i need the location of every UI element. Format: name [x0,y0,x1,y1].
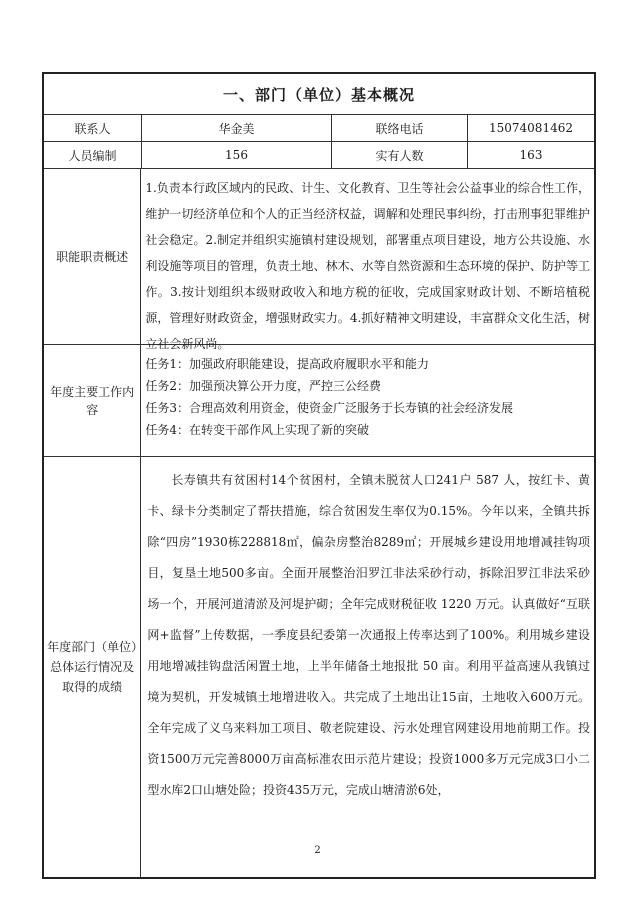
performance-label: 年度部门（单位）总体运行情况及取得的成绩 [44,457,141,877]
duties-text: 1.负责本行政区域内的民政、计生、文化教育、卫生等社会公益事业的综合性工作，维护一切经济单位和个人的正当经济权益，调解和处理民事纠纷，打击刑事犯罪维护社会稳定。2.制定并组织实施镇村建设规划，部署重点项目建设，地方公共设施、水利设施等项目的管理，负责土地、林木、水等自然资源和生态环境的保护、防护等工作。3.按计划组织本级财政收入和地方税的征收，完成国家财政计划、不断培植税源，管理好财政资金，增强财政实力。4.抓好精神文明建设，丰富群众文化生活，树立社会新风尚。 [145,181,590,351]
section-title: 一、部门（单位）基本概况 [222,85,415,104]
overview-table [42,72,596,879]
tasks-list [141,345,594,456]
tasks-row [44,345,594,457]
staff-count: 156 [142,142,332,168]
list-item: 任务1：加强政府职能建设，提高政府履职水平和能力 [145,357,429,371]
actual-label: 实有人数 [332,142,468,168]
actual-count: 163 [519,148,543,162]
list-item: 任务4：在转变干部作风上实现了新的突破 [145,423,369,437]
staff-row [44,142,594,169]
performance-text [141,457,594,877]
title-row [44,74,594,115]
contact-row [44,115,594,142]
staff-label: 人员编制 [44,142,142,168]
list-item: 任务3：合理高效利用资金，使资金广泛服务于长寿镇的社会经济发展 [145,401,513,415]
list-item: 任务2：加强预决算公开力度，严控三公经费 [145,379,381,393]
duties-label: 职能职责概述 [44,169,141,344]
performance-paragraph: 长寿镇共有贫困村14个贫困村，全镇未脱贫人口241户 587 人，按红卡、黄卡、绿卡分类制定了帮扶措施，综合贫困发生率仅为0.15%。今年以来，全镇共拆除“四房”1930栋228818㎡，偏杂房整治8289㎡；开展城乡建设用地增减挂钩项目，复垦土地500多亩。全面开展整治汨罗江非法采砂行动，拆除汨罗江非法采砂场一个，开展河道清淤及河堤护砌；全年完成财税征收 1220 万元。认真做好“互联网+监督”上传数据，一季度县纪委第一次通报上传率达到了100%。利用城乡建设用地增减挂钩盘活闲置土地，上半年储备土地报批 50 亩。利用平益高速从我镇过境为契机，开发城镇土地增进收入。共完成了土地出让15亩，土地收入600万元。全年完成了义乌来料加工项目、敬老院建设、污水处理官网建设用地前期工作。投资1500万元完善8000万亩高标准农田示范片建设；投资1000多万元完成3口小二型水库2口山塘处险；投资435万元，完成山塘清淤6处， [147,473,590,797]
performance-row [44,457,594,877]
phone-value: 15074081462 [489,121,573,135]
contact-name: 华金美 [142,115,332,141]
duties-row [44,169,594,351]
phone-label: 联络电话 [332,115,468,141]
contact-label: 联系人 [44,115,142,141]
tasks-label: 年度主要工作内容 [44,345,141,456]
page-number: 2 [314,845,321,856]
